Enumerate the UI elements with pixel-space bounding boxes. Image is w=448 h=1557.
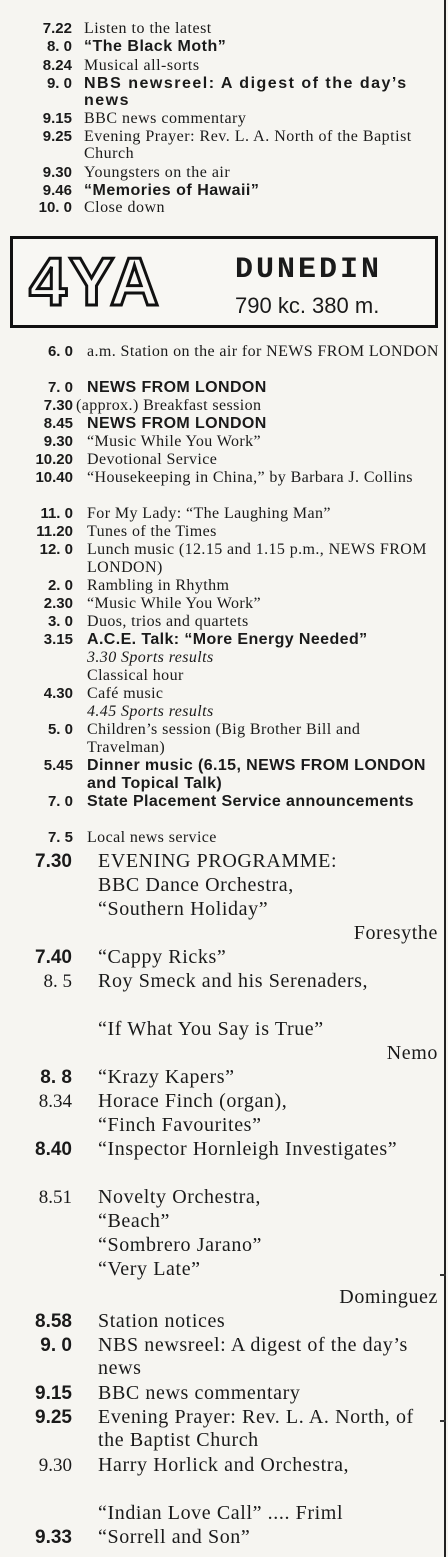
listing-text: Tunes of the Times <box>87 523 217 540</box>
list-item <box>0 379 440 397</box>
listing-text: Harry Horlick and Orchestra, <box>98 1454 350 1476</box>
list-item <box>0 1066 440 1090</box>
list-item <box>0 505 440 523</box>
list-item <box>0 1334 440 1382</box>
listing-text: “Very Late” <box>98 1258 201 1280</box>
listing-text: Children’s session (Big Brother Bill and Travelman) <box>87 721 361 756</box>
listing-time: 6. 0 <box>47 343 73 360</box>
list-item <box>0 343 440 379</box>
listing-time: 10.40 <box>35 469 73 486</box>
listing-text: Classical hour <box>87 667 184 684</box>
listing-text: For My Lady: “The Laughing Man” <box>87 505 331 522</box>
list-item <box>0 128 440 164</box>
listing-time: 7. 0 <box>47 379 73 396</box>
listing-time: 9.30 <box>38 1455 72 1476</box>
listing-text: Dinner music (6.15, NEWS FROM LONDON and Topical Talk) <box>87 757 426 792</box>
listing-text: “Housekeeping in China,” by Barbara J. Collins <box>87 469 413 486</box>
listing-time: 8.34 <box>38 1091 72 1112</box>
list-item <box>0 469 440 505</box>
list-item <box>0 757 440 793</box>
listing-time: 8. 5 <box>43 971 72 992</box>
listing-text: Café music <box>87 685 164 702</box>
listing-time: 9.46 <box>42 182 72 199</box>
listing-text: Musical all-sorts <box>84 57 200 74</box>
column-rule <box>444 0 446 1557</box>
station-banner <box>10 236 438 328</box>
list-item <box>0 1454 440 1526</box>
listing-text: “Indian Love Call” .... Friml <box>98 1502 344 1524</box>
listing-time: 7. 5 <box>47 829 73 846</box>
listing-time: 12. 0 <box>39 541 73 558</box>
listing-text: Horace Finch (organ), <box>98 1090 288 1112</box>
list-item <box>0 1526 440 1550</box>
listing-text: NEWS FROM LONDON <box>87 379 267 396</box>
listing-text: Roy Smeck and his Serenaders, <box>98 970 369 992</box>
list-item <box>0 541 440 577</box>
list-item <box>0 20 440 38</box>
listing-text: “Music While You Work” <box>87 433 262 450</box>
listing-text: Evening Prayer: Rev. L. A. North of the Baptist Church <box>84 128 412 162</box>
station-frequency: 790 kc. 380 m. <box>235 293 380 318</box>
listing-time: 9.25 <box>35 1407 72 1428</box>
listing-text: NEWS FROM LONDON <box>87 415 267 432</box>
listing-text: “Finch Favourites” <box>98 1114 262 1136</box>
listing-time: 7.30 <box>35 851 72 872</box>
list-item <box>0 199 440 217</box>
listing-text: A.C.E. Talk: “More Energy Needed” <box>87 631 368 648</box>
listing-time: 10. 0 <box>38 199 72 216</box>
listing-text: Devotional Service <box>87 451 218 468</box>
listing-time: 8.40 <box>35 1139 72 1160</box>
list-item <box>0 38 440 56</box>
listing-time: 5.45 <box>43 757 73 774</box>
listing-text: a.m. Station on the air for NEWS FROM LONDON <box>87 343 439 360</box>
listing-text: “Inspector Hornleigh Investigates” <box>98 1138 398 1160</box>
listing-text: BBC news commentary <box>98 1382 301 1404</box>
list-item <box>0 75 440 111</box>
listing-text: BBC Dance Orchestra, <box>98 874 294 896</box>
list-item <box>0 433 440 451</box>
margin-mark <box>440 1274 446 1276</box>
list-item <box>0 1382 440 1406</box>
listing-time: 9.30 <box>43 433 73 450</box>
listing-text: Lunch music (12.15 and 1.15 p.m., NEWS FROM LONDON) <box>87 541 427 576</box>
list-item <box>0 164 440 182</box>
list-item <box>0 57 440 75</box>
listing-time: 11. 0 <box>40 505 73 522</box>
listing-time: 2.30 <box>43 595 73 612</box>
listing-text: Youngsters on the air <box>84 164 231 181</box>
listing-time: 7. 0 <box>47 793 73 810</box>
list-item <box>0 1310 440 1334</box>
listing-text: Novelty Orchestra, <box>98 1186 261 1208</box>
listing-time: 7.40 <box>35 947 72 968</box>
listing-text: “Sorrell and Son” <box>98 1526 251 1548</box>
listing-time: 3.15 <box>43 631 73 648</box>
listing-text: “Cappy Ricks” <box>98 946 227 968</box>
listing-text: “Music While You Work” <box>87 595 262 612</box>
listing-time: 9. 0 <box>40 1335 72 1356</box>
list-item <box>0 1406 440 1454</box>
listing-time: 8. 8 <box>40 1067 72 1088</box>
listing-text: “Memories of Hawaii” <box>84 182 260 199</box>
listing-time: 4.30 <box>43 685 73 702</box>
listing-text: (approx.) Breakfast session <box>76 397 262 414</box>
listing-credit: Dominguez <box>339 1286 438 1308</box>
listing-time: 3. 0 <box>47 613 73 630</box>
listing-text: NBS newsreel: A digest of the day’s news <box>98 1334 408 1379</box>
listing-time: 9.33 <box>35 1527 72 1548</box>
listing-time: 9.15 <box>35 1383 72 1404</box>
listing-text: Duos, trios and quartets <box>87 613 249 630</box>
listing-time: 9.25 <box>42 128 72 145</box>
listing-text: 4.45 Sports results <box>87 703 214 720</box>
listing-text: NBS newsreel: A digest of the day’s news <box>84 75 408 109</box>
listing-text: “If What You Say is True” <box>98 1018 324 1040</box>
list-item <box>0 451 440 469</box>
list-item <box>0 110 440 128</box>
listing-time: 8. 0 <box>46 38 72 55</box>
listing-text: Station notices <box>98 1310 226 1332</box>
list-item <box>0 182 440 200</box>
list-item <box>0 415 440 433</box>
listing-time: 10.20 <box>35 451 73 468</box>
list-item <box>0 613 440 631</box>
listing-text: “The Black Moth” <box>84 38 227 55</box>
list-item <box>0 703 440 721</box>
station-city: DUNEDIN <box>235 253 383 287</box>
list-item <box>0 631 440 649</box>
listing-text: State Placement Service announcements <box>87 793 414 810</box>
listing-text: Evening Prayer: Rev. L. A. North, of the Baptist Church <box>98 1406 414 1451</box>
listing-text: “Beach” <box>98 1210 170 1232</box>
listing-text: Close down <box>84 199 165 216</box>
list-item <box>0 1186 440 1308</box>
margin-mark <box>440 1420 446 1422</box>
listing-time: 8.51 <box>38 1187 72 1208</box>
listing-time: 11.20 <box>36 523 73 540</box>
station-logo: 4YA <box>29 244 162 320</box>
listing-text: Listen to the latest <box>84 20 212 37</box>
listing-text: Local news service <box>87 829 217 846</box>
listing-time: 9.30 <box>42 164 72 181</box>
listing-time: 9.15 <box>42 110 72 127</box>
listing-time: 8.45 <box>43 415 73 432</box>
list-item <box>0 685 440 703</box>
list-item <box>0 397 440 415</box>
listing-text: EVENING PROGRAMME: <box>98 850 338 872</box>
list-item <box>0 667 440 685</box>
list-item <box>0 1138 440 1186</box>
listing-time: 8.24 <box>42 57 72 74</box>
list-item <box>0 850 440 946</box>
listing-time: 2. 0 <box>47 577 73 594</box>
listing-time: 8.58 <box>35 1311 72 1332</box>
listing-credit: Foresythe <box>353 922 438 944</box>
list-item <box>0 595 440 613</box>
listing-text: “Sombrero Jarano” <box>98 1234 263 1256</box>
list-item <box>0 793 440 829</box>
list-item <box>0 829 440 847</box>
list-item <box>0 577 440 595</box>
listing-text: 3.30 Sports results <box>87 649 214 666</box>
listing-time: 7.30 <box>43 397 73 414</box>
list-item <box>0 970 440 1066</box>
list-item <box>0 523 440 541</box>
listing-time: 7.22 <box>42 20 72 37</box>
listing-text: “Southern Holiday” <box>98 898 269 920</box>
listing-text: Rambling in Rhythm <box>87 577 230 594</box>
list-item <box>0 946 440 970</box>
listing-time: 5. 0 <box>47 721 73 738</box>
list-item <box>0 1090 440 1138</box>
list-item <box>0 721 440 757</box>
list-item <box>0 649 440 667</box>
listing-credit: Nemo <box>386 1042 438 1064</box>
listing-time: 9. 0 <box>46 75 72 92</box>
listing-text: “Krazy Kapers” <box>98 1066 235 1088</box>
listing-text: BBC news commentary <box>84 110 247 127</box>
